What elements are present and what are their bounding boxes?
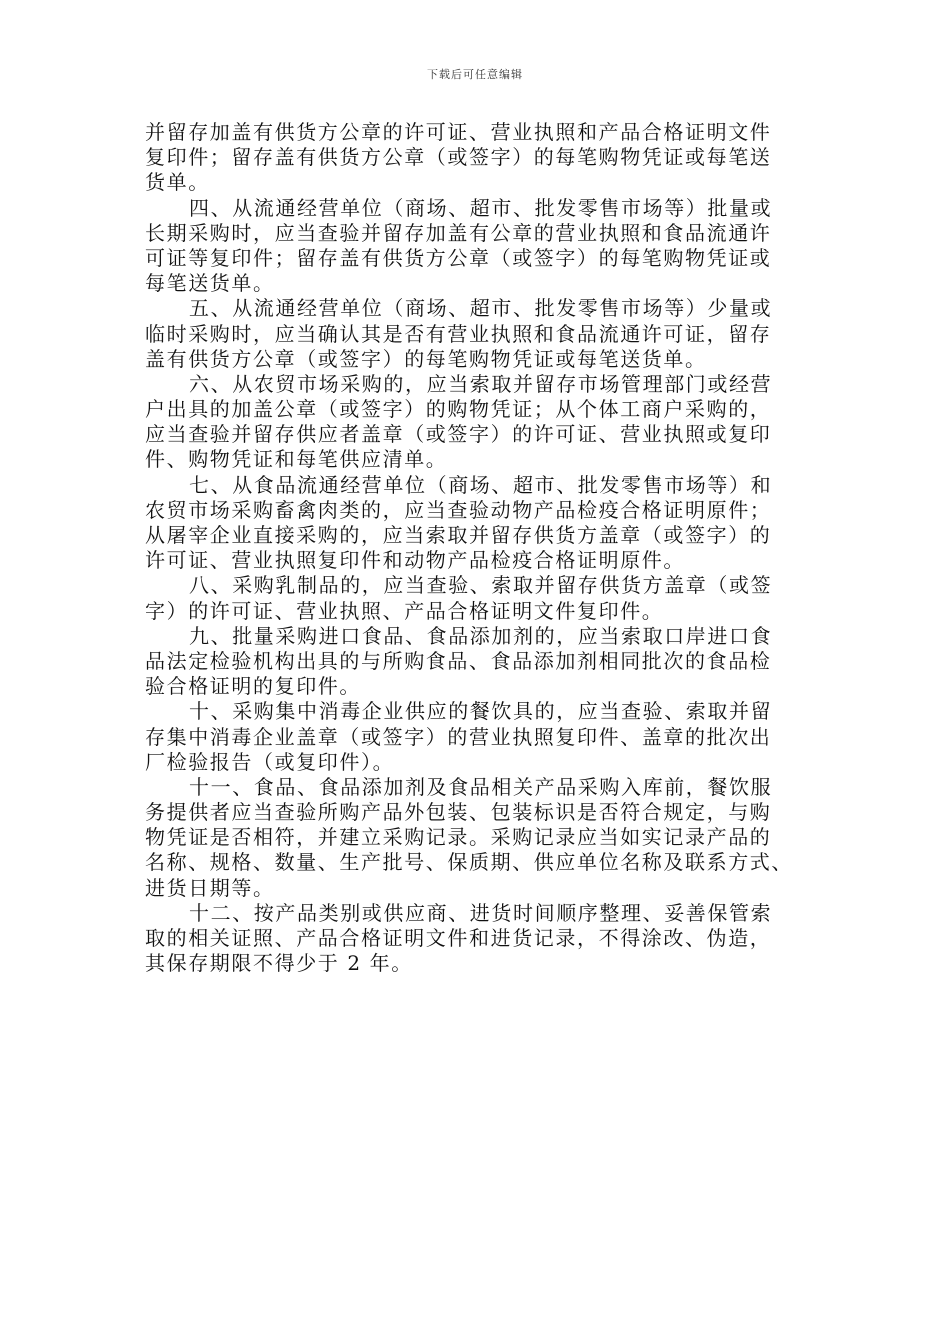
text-line: 品法定检验机构出具的与所购食品、食品添加剂相同批次的食品检 xyxy=(145,648,772,673)
text-line: 许可证、营业执照复印件和动物产品检疫合格证明原件。 xyxy=(145,548,685,573)
text-line: 件、购物凭证和每笔供应清单。 xyxy=(145,447,448,472)
text-line: 货单。 xyxy=(145,170,210,195)
text-line: 进货日期等。 xyxy=(145,875,275,900)
text-line: 并留存加盖有供货方公章的许可证、营业执照和产品合格证明文件 xyxy=(145,120,772,144)
text-line: 字）的许可证、营业执照、产品合格证明文件复印件。 xyxy=(145,598,664,623)
text-line: 八、采购乳制品的，应当查验、索取并留存供货方盖章（或签 xyxy=(189,573,773,598)
text-line: 务提供者应当查验所购产品外包装、包装标识是否符合规定，与购 xyxy=(145,800,772,825)
text-line: 其保存期限不得少于 2 年。 xyxy=(145,951,413,976)
text-line: 从屠宰企业直接采购的，应当索取并留存供货方盖章（或签字）的 xyxy=(145,523,772,547)
text-line: 五、从流通经营单位（商场、超市、批发零售市场等）少量或 xyxy=(189,296,773,321)
text-line: 每笔送货单。 xyxy=(145,271,275,296)
text-line: 取的相关证照、产品合格证明文件和进货记录，不得涂改、伪造， xyxy=(145,926,772,950)
text-line: 可证等复印件；留存盖有供货方公章（或签字）的每笔购物凭证或 xyxy=(145,245,772,270)
text-line: 验合格证明的复印件。 xyxy=(145,674,361,699)
text-line: 名称、规格、数量、生产批号、保质期、供应单位名称及联系方式、 xyxy=(145,850,793,875)
text-line: 盖有供货方公章（或签字）的每笔购物凭证或每笔送货单。 xyxy=(145,346,707,371)
text-line: 十、采购集中消毒企业供应的餐饮具的，应当查验、索取并留 xyxy=(189,699,773,724)
text-line: 九、批量采购进口食品、食品添加剂的，应当索取口岸进口食 xyxy=(189,623,773,648)
text-line: 十一、食品、食品添加剂及食品相关产品采购入库前，餐饮服 xyxy=(189,774,773,799)
text-line: 厂检验报告（或复印件）。 xyxy=(145,749,395,774)
text-line: 临时采购时，应当确认其是否有营业执照和食品流通许可证，留存 xyxy=(145,321,772,346)
page-header-note: 下载后可任意编辑 xyxy=(427,68,523,81)
text-line: 七、从食品流通经营单位（商场、超市、批发零售市场等）和 xyxy=(189,472,773,497)
text-line: 物凭证是否相符，并建立采购记录。采购记录应当如实记录产品的 xyxy=(145,825,772,850)
text-line: 复印件；留存盖有供货方公章（或签字）的每笔购物凭证或每笔送 xyxy=(145,145,772,170)
text-line: 应当查验并留存供应者盖章（或签字）的许可证、营业执照或复印 xyxy=(145,422,772,447)
text-line: 六、从农贸市场采购的，应当索取并留存市场管理部门或经营 xyxy=(189,371,773,396)
text-line: 存集中消毒企业盖章（或签字）的营业执照复印件、盖章的批次出 xyxy=(145,724,772,749)
text-line: 十二、按产品类别或供应商、进货时间顺序整理、妥善保管索 xyxy=(189,900,773,925)
document-body xyxy=(145,120,825,976)
text-line: 户出具的加盖公章（或签字）的购物凭证；从个体工商户采购的， xyxy=(145,397,772,422)
text-line: 农贸市场采购畜禽肉类的，应当查验动物产品检疫合格证明原件； xyxy=(145,497,772,522)
text-line: 长期采购时，应当查验并留存加盖有公章的营业执照和食品流通许 xyxy=(145,220,772,245)
text-line: 四、从流通经营单位（商场、超市、批发零售市场等）批量或 xyxy=(189,195,773,220)
